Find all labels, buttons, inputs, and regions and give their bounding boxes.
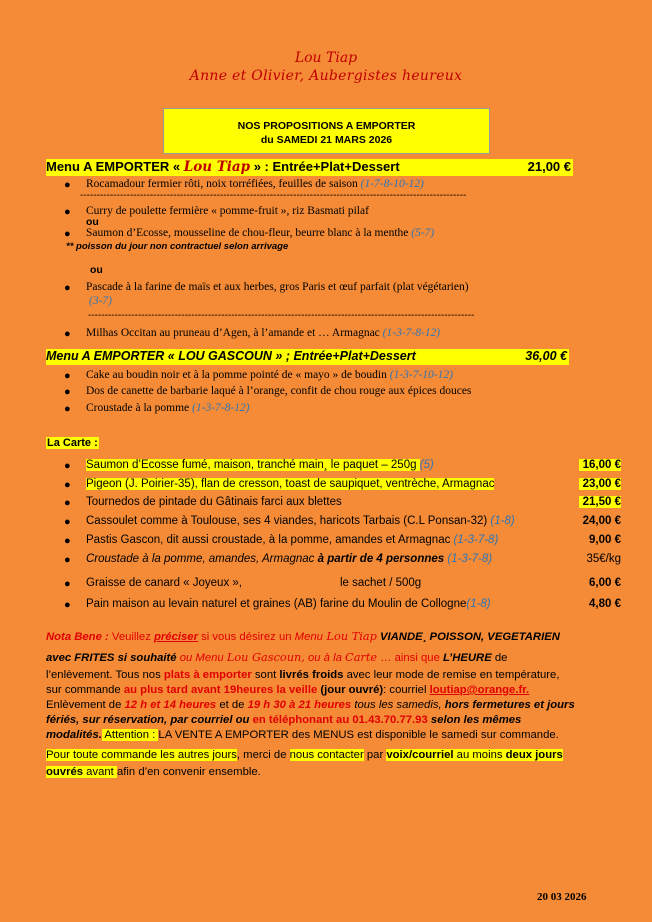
carte-item-2: Pigeon (J. Poirier-35), flan de cresson, toast de saupiquet, ventrèche, Armagnac xyxy=(86,478,495,490)
menu2-title: Menu A EMPORTER « LOU GASCOUN » ; Entrée+Plat+Dessert xyxy=(46,349,416,363)
carte-item-4: Cassoulet comme à Toulouse, ses 4 viandes, haricots Tarbais (C.L Ponsan-32) (1-8) xyxy=(86,515,515,527)
carte-item-7: Graisse de canard « Joyeux », xyxy=(86,577,242,589)
menu1-item-4: Pascade à la farine de maïs et aux herbes, gros Paris et œuf parfait (plat végétarien) xyxy=(86,281,469,293)
carte-title: La Carte : xyxy=(47,437,98,449)
carte-item-1-price: 16,00 € xyxy=(579,459,621,471)
menu1-or-1: ou xyxy=(86,216,99,228)
menu2-item-3: Croustade à la pomme (1-3-7-8-12) xyxy=(86,402,250,414)
bullet-icon: ● xyxy=(64,206,71,218)
footer-date: 20 03 2026 xyxy=(537,891,587,903)
carte-item-3-price: 21,50 € xyxy=(579,496,621,508)
banner-line-1: NOS PROPOSITIONS A EMPORTER xyxy=(237,120,416,132)
nota-line-6: fériés, sur réservation, par courriel ou en téléphonant au 01.43.70.77.93 selon les mêmes xyxy=(46,714,522,726)
menu2-price: 36,00 € xyxy=(525,349,567,363)
banner-line-2: du SAMEDI 21 MARS 2026 xyxy=(260,134,393,146)
menu1-prefix: Menu A EMPORTER « xyxy=(46,159,184,174)
bullet-icon: ● xyxy=(64,578,71,590)
menu1-item-4-allergens: (3-7) xyxy=(89,295,112,307)
carte-item-7-size: le sachet / 500g xyxy=(340,577,422,589)
fish-note: ** poisson du jour non contractuel selon arrivage xyxy=(66,241,289,252)
carte-item-8: Pain maison au levain naturel et graines (AB) farine du Moulin de Collogne(1-8) xyxy=(86,598,491,610)
bullet-icon: ● xyxy=(64,554,71,566)
nota-line-3: l’enlèvement. Tous nos plats à emporter sont livrés froids avec leur mode de remise en température, xyxy=(46,669,560,681)
carte-item-2-price: 23,00 € xyxy=(579,478,621,490)
bullet-icon: ● xyxy=(64,228,71,240)
carte-item-7-price: 6,00 € xyxy=(589,577,621,589)
nota-line-2: avec FRITES si souhaité ou Menu Lou Gascoun, ou à la Carte … ainsi que L’HEURE de xyxy=(46,651,508,664)
nota-line-1: Nota Bene : Veuillez préciser si vous désirez un Menu Lou Tiap VIANDE¸ POISSON, VEGETARIEN xyxy=(46,630,560,643)
nota-line-4: sur commande au plus tard avant 19heures la veille (jour ouvré): courriel loutiap@orange.fr. xyxy=(46,684,530,696)
carte-item-3: Tournedos de pintade du Gâtinais farci aux blettes xyxy=(86,496,342,508)
menu1-separator-2: -------------------------------------------------------------------------------------------------------------------- xyxy=(88,310,475,321)
carte-item-4-price: 24,00 € xyxy=(582,515,621,527)
carte-item-5: Pastis Gascon, dit aussi croustade, à la pomme, amandes et Armagnac (1-3-7-8) xyxy=(86,534,499,546)
bullet-icon: ● xyxy=(64,497,71,509)
bullet-icon: ● xyxy=(64,370,71,382)
carte-item-1: Saumon d’Ecosse fumé, maison, tranché main¸ le paquet – 250g (5) xyxy=(86,459,434,471)
bullet-icon: ● xyxy=(64,328,71,340)
restaurant-subtitle: Anne et Olivier, Aubergistes heureux xyxy=(189,68,463,84)
bullet-icon: ● xyxy=(64,535,71,547)
carte-item-6-price: 35€/kg xyxy=(586,553,621,565)
bullet-icon: ● xyxy=(64,386,71,398)
bullet-icon: ● xyxy=(64,516,71,528)
offer-banner xyxy=(163,108,490,154)
nota-line-8: Pour toute commande les autres jours, merci de nous contacter par voix/courriel au moins deux jours xyxy=(46,749,563,761)
menu1-separator: -------------------------------------------------------------------------------------------------------------------- xyxy=(80,190,467,201)
bullet-icon: ● xyxy=(64,403,71,415)
menu1-item-5: Milhas Occitan au pruneau d’Agen, à l’amande et … Armagnac (1-3-7-8-12) xyxy=(86,327,441,339)
menu1-name: Lou Tiap xyxy=(183,159,251,175)
bullet-icon: ● xyxy=(64,460,71,472)
menu1-header xyxy=(46,159,573,176)
menu1-suffix: » : Entrée+Plat+Dessert xyxy=(250,159,400,174)
nota-line-7: modalités. Attention : LA VENTE A EMPORTER des MENUS est disponible le samedi sur commande. xyxy=(46,729,559,741)
carte-item-6: Croustade à la pomme, amandes, Armagnac à partir de 4 personnes (1-3-7-8) xyxy=(86,553,493,565)
menu2-item-1: Cake au boudin noir et à la pomme pointé de « mayo » de boudin (1-3-7-10-12) xyxy=(86,369,453,381)
carte-item-8-price: 4,80 € xyxy=(589,598,621,610)
carte-item-5-price: 9,00 € xyxy=(589,534,621,546)
bullet-icon: ● xyxy=(64,479,71,491)
email-link[interactable]: loutiap@orange.fr. xyxy=(429,684,530,696)
menu1-price: 21,00 € xyxy=(527,159,571,174)
menu2-item-2: Dos de canette de barbarie laqué à l’orange, confit de chou rouge aux épices douces xyxy=(86,385,472,397)
menu1-item-1: Rocamadour fermier rôti, noix torréfiées, feuilles de saison (1-7-8-10-12) xyxy=(86,178,424,190)
menu1-item-2: Curry de poulette fermière « pomme-fruit », riz Basmati pilaf xyxy=(86,205,369,217)
menu1-or-2: ou xyxy=(90,264,103,276)
restaurant-name: Lou Tiap xyxy=(294,50,358,66)
menu2-header xyxy=(46,349,569,365)
menu1-item-3: Saumon d’Ecosse, mousseline de chou-fleur, beurre blanc à la menthe (5-7) xyxy=(86,227,435,239)
bullet-icon: ● xyxy=(64,282,71,294)
bullet-icon: ● xyxy=(64,179,71,191)
bullet-icon: ● xyxy=(64,599,71,611)
nota-line-5: Enlèvement de 12 h et 14 heures et de 19 h 30 à 21 heures tous les samedis, hors fermetures et jours xyxy=(46,699,575,711)
nota-line-9: ouvrés avant afin d’en convenir ensemble. xyxy=(46,766,261,778)
